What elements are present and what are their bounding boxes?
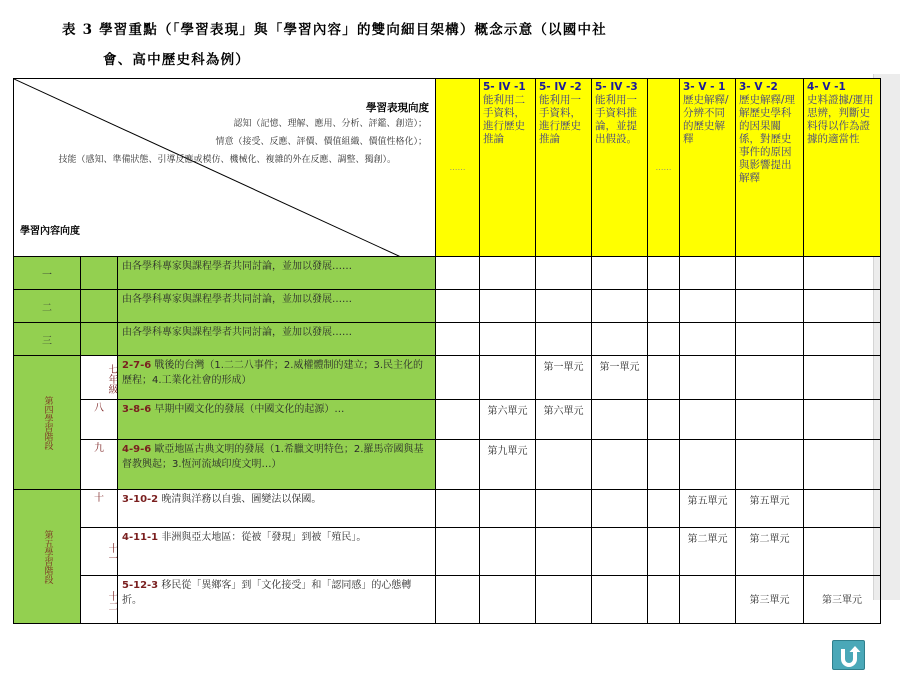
header-column-4-v-1: 4- V -1 史料證據/運用思辨，判斷史料得以作為證據的適當性	[804, 79, 881, 257]
return-icon	[837, 644, 861, 668]
table-row	[14, 257, 881, 290]
concept-matrix-table	[13, 78, 881, 624]
return-button[interactable]	[832, 640, 865, 670]
matrix-cell	[536, 576, 592, 624]
grade-cell: 十二	[81, 576, 118, 624]
matrix-cell	[736, 257, 804, 290]
grade-cell: 十	[81, 490, 118, 528]
matrix-cell	[436, 576, 480, 624]
matrix-cell: 第一單元	[592, 356, 648, 400]
matrix-cell	[804, 356, 881, 400]
matrix-cell	[592, 490, 648, 528]
stage-label: 一	[14, 257, 81, 290]
grade-cell: 九	[81, 440, 118, 490]
matrix-cell	[592, 257, 648, 290]
matrix-cell	[680, 290, 736, 323]
matrix-cell	[436, 290, 480, 323]
header-corner-cell	[14, 79, 436, 257]
matrix-cell	[592, 323, 648, 356]
matrix-cell	[592, 440, 648, 490]
grade-cell	[81, 257, 118, 290]
title-line-1: 表 3 學習重點（「學習表現」與「學習內容」的雙向細目架構）概念示意（以國中社	[62, 22, 607, 38]
skill-label: 技能（感知、準備狀態、引導反應或模仿、機械化、複雜的外在反應、調整、獨創）。	[58, 155, 396, 165]
matrix-cell	[804, 440, 881, 490]
matrix-cell	[648, 323, 680, 356]
stage-label: 二	[14, 290, 81, 323]
matrix-cell	[680, 400, 736, 440]
table-row	[14, 490, 881, 528]
header-ellipsis-cell: ……	[648, 79, 680, 257]
header-column-5-iv-3: 5- IV -3 能利用一手資料推論，並提出假設。	[592, 79, 648, 257]
matrix-cell	[480, 290, 536, 323]
matrix-cell: 第六單元	[480, 400, 536, 440]
table-row	[14, 323, 881, 356]
matrix-cell: 第六單元	[536, 400, 592, 440]
grade-cell	[81, 290, 118, 323]
matrix-cell	[480, 528, 536, 576]
matrix-cell	[804, 400, 881, 440]
matrix-cell	[480, 356, 536, 400]
matrix-cell	[436, 400, 480, 440]
stage-label: 第四學習階段	[14, 356, 81, 490]
matrix-cell	[736, 356, 804, 400]
table-row	[14, 528, 881, 576]
matrix-cell: 第三單元	[736, 576, 804, 624]
content-cell: 2-7-6 戰後的台灣（1.二二八事件；2.威權體制的建立；3.民主化的歷程；4.工業化社會的形成）	[118, 356, 436, 400]
cognition-label: 認知（記憶、理解、應用、分析、評鑑、創造）；	[233, 119, 427, 129]
matrix-cell	[536, 323, 592, 356]
matrix-cell	[648, 490, 680, 528]
content-cell: 3-8-6 早期中國文化的發展（中國文化的起源）…	[118, 400, 436, 440]
matrix-cell	[436, 257, 480, 290]
matrix-cell	[648, 290, 680, 323]
matrix-cell	[436, 528, 480, 576]
grade-cell: 十一	[81, 528, 118, 576]
matrix-cell	[804, 290, 881, 323]
matrix-cell	[436, 356, 480, 400]
matrix-cell	[592, 400, 648, 440]
matrix-cell	[804, 490, 881, 528]
grade-cell: 七年級	[81, 356, 118, 400]
matrix-cell	[648, 576, 680, 624]
matrix-cell: 第二單元	[680, 528, 736, 576]
matrix-cell: 第一單元	[536, 356, 592, 400]
content-cell: 由各學科專家與課程學者共同討論，並加以發展……	[118, 290, 436, 323]
matrix-cell	[680, 576, 736, 624]
stage-label: 第五學習階段	[14, 490, 81, 624]
matrix-cell: 第三單元	[804, 576, 881, 624]
content-cell: 4-9-6 歐亞地區古典文明的發展（1.希臘文明特色；2.羅馬帝國與基督教興起；3.恆河流域印度文明…）	[118, 440, 436, 490]
matrix-cell	[536, 528, 592, 576]
matrix-cell: 第五單元	[680, 490, 736, 528]
table-row	[14, 576, 881, 624]
table-row	[14, 440, 881, 490]
header-column-3-v-2: 3- V -2 歷史解釋/理解歷史學科的因果關係，對歷史事件的原因與影響提出解釋	[736, 79, 804, 257]
matrix-cell	[480, 490, 536, 528]
header-column-3-v-1: 3- V - 1 歷史解釋/分辨不同的歷史解釋	[680, 79, 736, 257]
content-cell: 由各學科專家與課程學者共同討論，並加以發展……	[118, 257, 436, 290]
matrix-cell	[480, 576, 536, 624]
matrix-cell	[804, 323, 881, 356]
matrix-cell	[536, 257, 592, 290]
matrix-cell	[480, 323, 536, 356]
table-row	[14, 290, 881, 323]
header-column-5-iv-1: 5- IV -1 能利用二手資料，進行歷史推論	[480, 79, 536, 257]
content-cell: 由各學科專家與課程學者共同討論，並加以發展……	[118, 323, 436, 356]
matrix-cell	[592, 528, 648, 576]
matrix-cell	[648, 257, 680, 290]
matrix-cell	[648, 356, 680, 400]
stage-label: 三	[14, 323, 81, 356]
matrix-cell	[680, 257, 736, 290]
content-cell: 3-10-2 晚清與洋務以自強、圖變法以保國。	[118, 490, 436, 528]
matrix-cell	[648, 440, 680, 490]
matrix-cell: 第五單元	[736, 490, 804, 528]
matrix-cell: 第二單元	[736, 528, 804, 576]
matrix-cell	[480, 257, 536, 290]
matrix-cell	[804, 528, 881, 576]
header-ellipsis-cell: ……	[436, 79, 480, 257]
matrix-cell	[536, 440, 592, 490]
header-column-5-iv-2: 5- IV -2 能利用一手資料，進行歷史推論	[536, 79, 592, 257]
header-row	[14, 79, 881, 257]
table-row	[14, 356, 881, 400]
matrix-cell	[680, 440, 736, 490]
content-cell: 5-12-3 移民從「異鄉客」到「文化接受」和「認同感」的心態轉折。	[118, 576, 436, 624]
matrix-cell	[436, 440, 480, 490]
grade-cell: 八	[81, 400, 118, 440]
performance-dimension-heading: 學習表現向度	[366, 102, 429, 114]
matrix-cell	[804, 257, 881, 290]
matrix-cell	[680, 356, 736, 400]
grade-cell	[81, 323, 118, 356]
matrix-cell	[536, 290, 592, 323]
content-dimension-heading: 學習內容向度	[20, 226, 80, 237]
matrix-cell	[436, 490, 480, 528]
matrix-cell	[736, 440, 804, 490]
matrix-cell	[736, 323, 804, 356]
matrix-cell	[736, 400, 804, 440]
matrix-cell	[680, 323, 736, 356]
affect-label: 情意（接受、反應、評價、價值組織、價值性格化）；	[215, 137, 427, 147]
matrix-cell	[436, 323, 480, 356]
matrix-cell	[592, 290, 648, 323]
matrix-cell	[536, 490, 592, 528]
content-cell: 4-11-1 非洲與亞太地區：從被「發現」到被「殖民」。	[118, 528, 436, 576]
table-row	[14, 400, 881, 440]
matrix-cell: 第九單元	[480, 440, 536, 490]
matrix-cell	[648, 400, 680, 440]
matrix-cell	[592, 576, 648, 624]
matrix-cell	[648, 528, 680, 576]
matrix-cell	[736, 290, 804, 323]
title-line-2: 會、高中歷史科為例）	[103, 52, 250, 68]
